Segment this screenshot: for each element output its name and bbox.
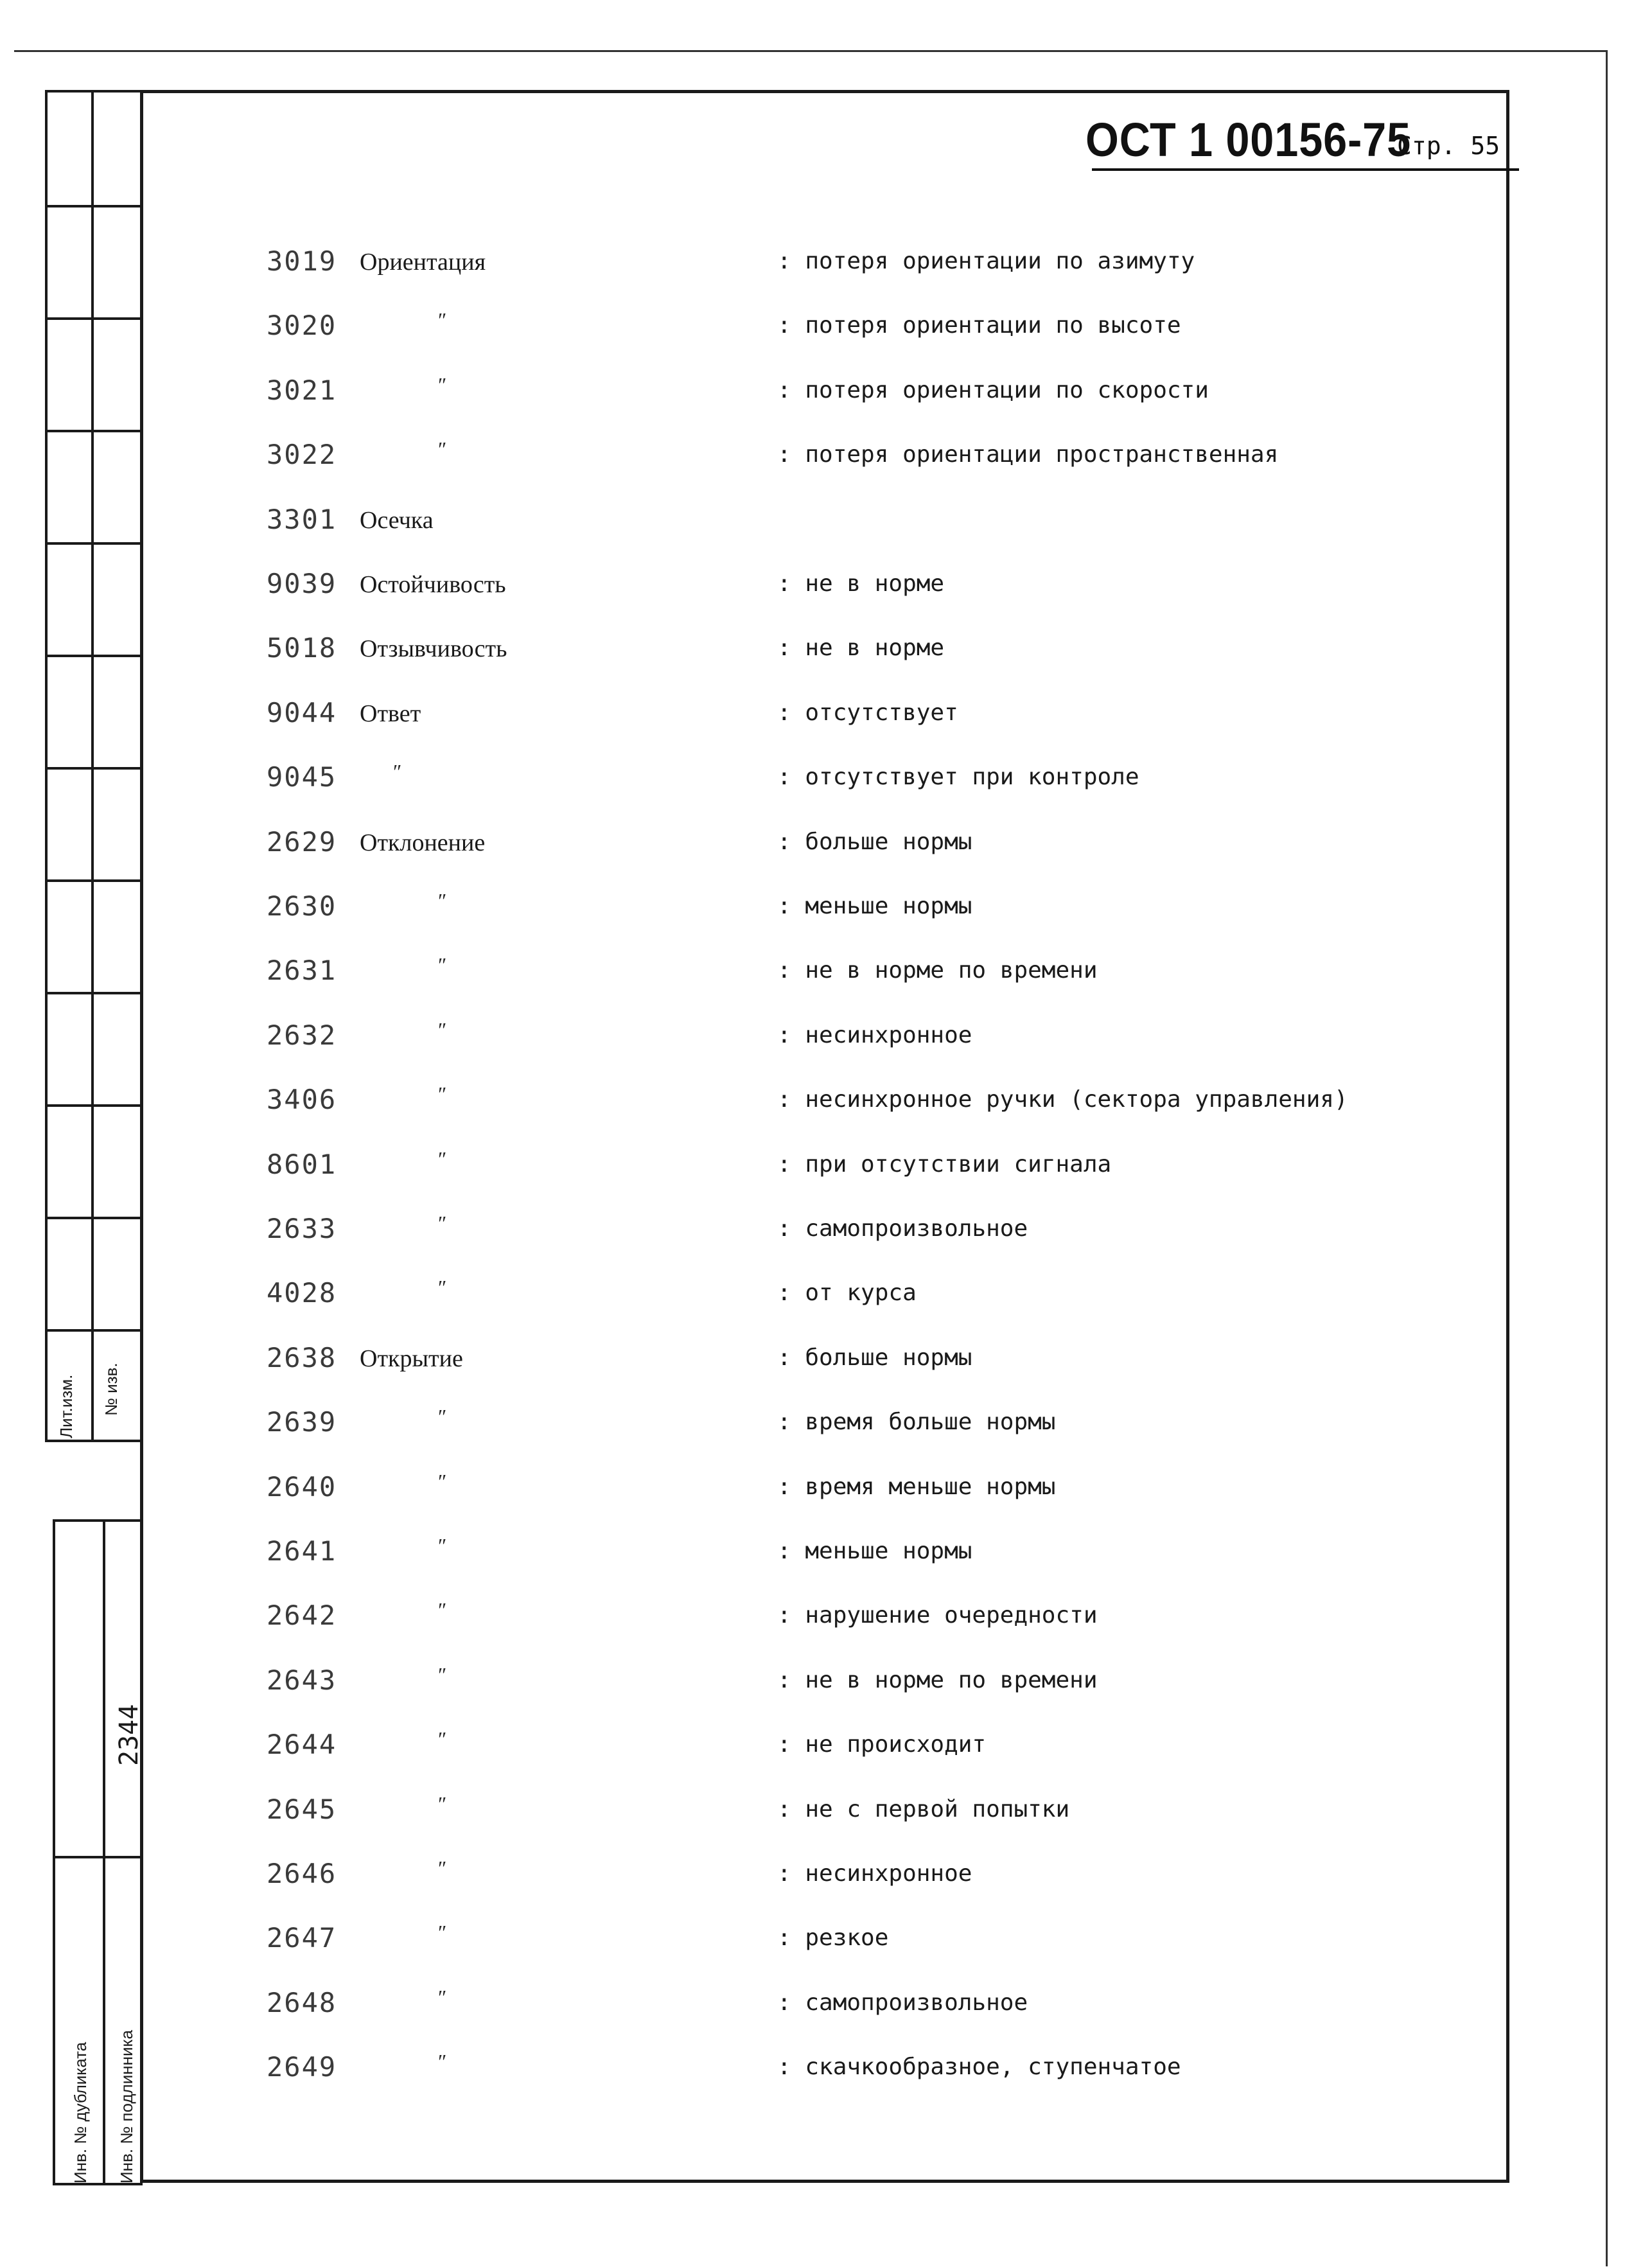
entry-description: : самопроизвольное bbox=[777, 1989, 1028, 2016]
entry-code: 4028 bbox=[267, 1277, 337, 1309]
entry-row bbox=[0, 1858, 1652, 1896]
entry-row bbox=[0, 1213, 1652, 1251]
entry-row bbox=[0, 375, 1652, 413]
ditto-mark: ″ bbox=[437, 373, 446, 396]
entry-row bbox=[0, 1019, 1652, 1058]
entry-code: 2645 bbox=[267, 1794, 337, 1825]
entry-description: : потеря ориентации по высоте bbox=[777, 312, 1181, 339]
entry-row bbox=[0, 1471, 1652, 1510]
entry-code: 2648 bbox=[267, 1987, 337, 2018]
ditto-mark: ″ bbox=[392, 760, 401, 783]
entry-description: : от курса bbox=[777, 1280, 917, 1306]
entry-row bbox=[0, 826, 1652, 865]
entry-code: 2640 bbox=[267, 1471, 337, 1503]
entry-code: 3301 bbox=[267, 504, 337, 535]
entry-row bbox=[0, 1342, 1652, 1380]
entry-code: 3019 bbox=[267, 245, 337, 277]
entry-code: 9045 bbox=[267, 761, 337, 793]
entry-code: 2641 bbox=[267, 1535, 337, 1567]
page-number: Стр. 55 bbox=[1397, 132, 1500, 160]
entry-row bbox=[0, 1794, 1652, 1832]
strip-cell-line bbox=[48, 430, 143, 432]
entry-code: 2633 bbox=[267, 1213, 337, 1244]
entry-description: : не в норме bbox=[777, 570, 945, 597]
entry-code: 3022 bbox=[267, 439, 337, 470]
header-underline bbox=[1092, 168, 1519, 171]
ditto-mark: ″ bbox=[437, 889, 446, 912]
entry-row bbox=[0, 1600, 1652, 1638]
ditto-mark: ″ bbox=[437, 1534, 446, 1557]
strip-cell-line bbox=[48, 542, 143, 545]
entry-code: 2638 bbox=[267, 1342, 337, 1373]
entry-code: 5018 bbox=[267, 632, 337, 664]
entry-row bbox=[0, 439, 1652, 477]
entry-description: : не происходит bbox=[777, 1731, 987, 1758]
entry-description: : резкое bbox=[777, 1925, 889, 1951]
ditto-mark: ″ bbox=[437, 1276, 446, 1299]
entry-description: : больше нормы bbox=[777, 829, 972, 855]
entry-description: : не с первой попытки bbox=[777, 1796, 1070, 1822]
ditto-mark: ″ bbox=[437, 1212, 446, 1235]
entry-description: : при отсутствии сигнала bbox=[777, 1151, 1112, 1178]
ditto-mark: ″ bbox=[437, 1857, 446, 1880]
entry-code: 2644 bbox=[267, 1729, 337, 1760]
entry-row bbox=[0, 1149, 1652, 1187]
entry-description: : потеря ориентации по азимуту bbox=[777, 248, 1195, 274]
ditto-mark: ″ bbox=[437, 1147, 446, 1170]
ditto-mark: ″ bbox=[437, 953, 446, 976]
entry-description: : не в норме по времени bbox=[777, 1667, 1098, 1693]
entry-description: : самопроизвольное bbox=[777, 1215, 1028, 1242]
entry-description: : скачкообразное, ступенчатое bbox=[777, 2054, 1181, 2080]
entry-row bbox=[0, 2051, 1652, 2090]
entry-code: 3406 bbox=[267, 1084, 337, 1115]
ditto-mark: ″ bbox=[437, 1986, 446, 2009]
entry-code: 2649 bbox=[267, 2051, 337, 2083]
entry-code: 3021 bbox=[267, 375, 337, 406]
entry-row bbox=[0, 1535, 1652, 1574]
ditto-mark: ″ bbox=[437, 1082, 446, 1106]
entry-description: : не в норме bbox=[777, 635, 945, 661]
entry-row bbox=[0, 568, 1652, 606]
entry-code: 2646 bbox=[267, 1858, 337, 1889]
entry-code: 9044 bbox=[267, 697, 337, 728]
entry-description: : отсутствует при контроле bbox=[777, 764, 1139, 790]
entry-row bbox=[0, 955, 1652, 993]
ditto-mark: ″ bbox=[437, 1598, 446, 1621]
entry-description: : время меньше нормы bbox=[777, 1474, 1056, 1500]
entry-description: : потеря ориентации пространственная bbox=[777, 441, 1279, 468]
entry-row bbox=[0, 632, 1652, 671]
ditto-mark: ″ bbox=[437, 1663, 446, 1686]
entry-row bbox=[0, 1729, 1652, 1767]
entry-code: 2631 bbox=[267, 955, 337, 986]
entry-description: : отсутствует bbox=[777, 700, 958, 726]
entry-row bbox=[0, 1664, 1652, 1703]
entry-description: : нарушение очередности bbox=[777, 1602, 1098, 1628]
entry-code: 3020 bbox=[267, 310, 337, 341]
entry-term: Ответ bbox=[360, 700, 421, 727]
entry-row bbox=[0, 1406, 1652, 1445]
entry-description: : не в норме по времени bbox=[777, 957, 1098, 984]
entry-row bbox=[0, 245, 1652, 284]
entry-code: 2642 bbox=[267, 1600, 337, 1631]
entry-row bbox=[0, 504, 1652, 542]
entry-description: : меньше нормы bbox=[777, 1538, 972, 1564]
entry-code: 2630 bbox=[267, 890, 337, 922]
entry-term: Отзывчивость bbox=[360, 635, 507, 662]
entry-row bbox=[0, 1987, 1652, 2025]
page-top-rule bbox=[14, 50, 1607, 52]
ditto-mark: ″ bbox=[437, 1921, 446, 1944]
entry-term: Отклонение bbox=[360, 829, 486, 856]
entry-code: 2639 bbox=[267, 1406, 337, 1438]
entry-description: : несинхронное bbox=[777, 1860, 972, 1887]
entry-term: Ориентация bbox=[360, 249, 486, 276]
ditto-mark: ″ bbox=[437, 437, 446, 461]
entry-term: Остойчивость bbox=[360, 571, 506, 598]
entry-row bbox=[0, 761, 1652, 800]
no-izv-label: № изв. bbox=[101, 1363, 121, 1416]
strip-cell-line bbox=[48, 1329, 143, 1332]
ditto-mark: ″ bbox=[437, 308, 446, 331]
entry-code: 2629 bbox=[267, 826, 337, 858]
duplicate-number: 2344 bbox=[114, 1704, 144, 1766]
ditto-mark: ″ bbox=[437, 1727, 446, 1751]
lit-izm-label: Лит.изм. bbox=[57, 1374, 76, 1438]
ditto-mark: ″ bbox=[437, 2050, 446, 2073]
entry-code: 8601 bbox=[267, 1149, 337, 1180]
inv-dublikata-label: Инв. № дубликата bbox=[71, 2042, 90, 2183]
ditto-mark: ″ bbox=[437, 1018, 446, 1041]
entry-row bbox=[0, 697, 1652, 736]
ditto-mark: ″ bbox=[437, 1405, 446, 1428]
entry-row bbox=[0, 310, 1652, 348]
entry-row bbox=[0, 1922, 1652, 1961]
entry-description: : несинхронное bbox=[777, 1022, 972, 1048]
entry-term: Открытие bbox=[360, 1345, 463, 1372]
entry-code: 9039 bbox=[267, 568, 337, 599]
entry-description: : время больше нормы bbox=[777, 1409, 1056, 1435]
entry-row bbox=[0, 1084, 1652, 1122]
entry-description: : больше нормы bbox=[777, 1345, 972, 1371]
entry-description: : потеря ориентации по скорости bbox=[777, 377, 1209, 403]
inv-podlinnika-label: Инв. № подлинника bbox=[117, 2030, 136, 2183]
strip-cell-line bbox=[48, 205, 143, 207]
entry-code: 2643 bbox=[267, 1664, 337, 1696]
entry-term: Осечка bbox=[360, 507, 434, 534]
entry-row bbox=[0, 890, 1652, 929]
strip-cell-line bbox=[48, 879, 143, 882]
document-code: ОСТ 1 00156-75 bbox=[1085, 113, 1412, 166]
entry-description: : несинхронное ручки (сектора управления) bbox=[777, 1086, 1348, 1113]
entry-code: 2647 bbox=[267, 1922, 337, 1954]
entry-description: : меньше нормы bbox=[777, 893, 972, 919]
ditto-mark: ″ bbox=[437, 1470, 446, 1493]
entry-code: 2632 bbox=[267, 1019, 337, 1051]
entry-row bbox=[0, 1277, 1652, 1316]
ditto-mark: ″ bbox=[437, 1792, 446, 1815]
